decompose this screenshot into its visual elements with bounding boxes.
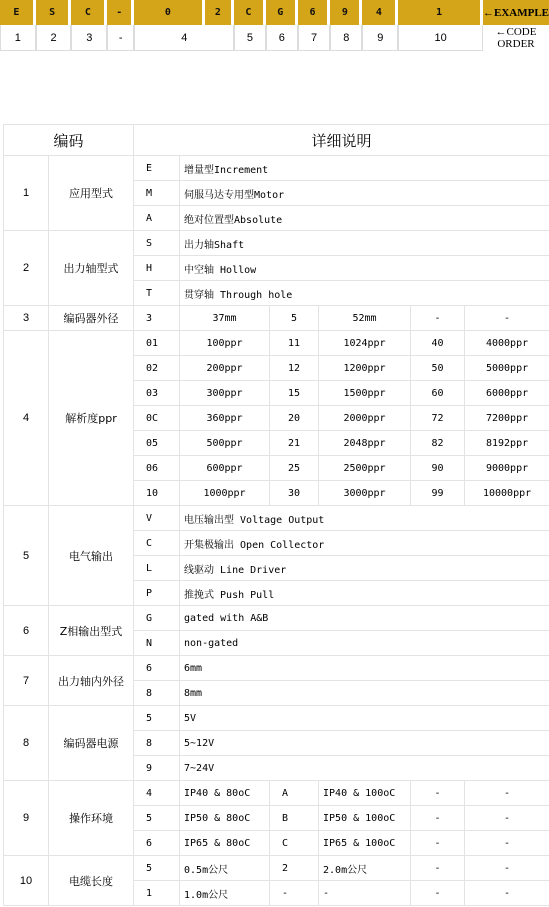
- option-code: C: [134, 531, 180, 556]
- table-row: [4, 506, 549, 531]
- option-description: 中空轴 Hollow: [180, 256, 549, 281]
- option-code: 5: [270, 306, 319, 331]
- option-description: gated with A&B: [180, 606, 549, 631]
- option-code: 5: [134, 856, 180, 881]
- section-number: 8: [4, 706, 49, 781]
- example-code-cell: 0: [134, 0, 204, 25]
- section-number: 7: [4, 656, 49, 706]
- option-value: 1024ppr: [319, 331, 411, 356]
- option-code: S: [134, 231, 180, 256]
- option-code: A: [134, 206, 180, 231]
- option-code: L: [134, 556, 180, 581]
- option-code: M: [134, 181, 180, 206]
- option-code: -: [411, 806, 465, 831]
- code-order-cell: 8: [330, 25, 362, 51]
- table-row: [4, 306, 549, 331]
- option-value: -: [465, 781, 549, 806]
- code-order-cell: 10: [398, 25, 483, 51]
- option-value: 100ppr: [180, 331, 270, 356]
- section-name: 电气输出: [49, 506, 134, 606]
- code-order-label-text: CODE ORDER: [497, 26, 537, 50]
- option-value: -: [465, 881, 549, 906]
- example-label-text: EXAMPLE: [494, 6, 549, 19]
- option-value: 360ppr: [180, 406, 270, 431]
- option-value: 500ppr: [180, 431, 270, 456]
- option-description: 出力轴Shaft: [180, 231, 549, 256]
- section-name: 出力轴内外径: [49, 656, 134, 706]
- section-number: 2: [4, 231, 49, 306]
- option-code: 8: [134, 681, 180, 706]
- option-code: 82: [411, 431, 465, 456]
- example-code-cell: G: [266, 0, 298, 25]
- option-value: 200ppr: [180, 356, 270, 381]
- option-code: -: [411, 831, 465, 856]
- option-description: 伺服马达专用型Motor: [180, 181, 549, 206]
- option-code: 6: [134, 831, 180, 856]
- option-code: 5: [134, 706, 180, 731]
- option-code: B: [270, 806, 319, 831]
- option-value: 5000ppr: [465, 356, 549, 381]
- header-code: 编码: [4, 125, 134, 156]
- option-code: 03: [134, 381, 180, 406]
- example-code-cell: S: [36, 0, 72, 25]
- arrow-left-icon: ←: [495, 26, 507, 38]
- option-code: 06: [134, 456, 180, 481]
- option-code: 6: [134, 656, 180, 681]
- option-description: 贯穿轴 Through hole: [180, 281, 549, 306]
- option-code: 40: [411, 331, 465, 356]
- option-code: E: [134, 156, 180, 181]
- section-name: 操作环境: [49, 781, 134, 856]
- option-description: 线驱动 Line Driver: [180, 556, 549, 581]
- option-value: 10000ppr: [465, 481, 549, 506]
- example-code-row: [0, 0, 549, 25]
- option-description: 8mm: [180, 681, 549, 706]
- option-value: 37mm: [180, 306, 270, 331]
- option-description: 绝对位置型Absolute: [180, 206, 549, 231]
- option-code: 21: [270, 431, 319, 456]
- code-order-row: [0, 25, 549, 51]
- table-row: [4, 781, 549, 806]
- example-code-cell: 9: [330, 0, 362, 25]
- table-row: [4, 331, 549, 356]
- example-code-cell: E: [0, 0, 36, 25]
- option-code: -: [270, 881, 319, 906]
- arrow-left-icon: ←: [483, 6, 494, 19]
- option-code: -: [411, 856, 465, 881]
- option-code: -: [411, 306, 465, 331]
- example-code-cell: C: [234, 0, 265, 25]
- option-description: 7~24V: [180, 756, 549, 781]
- section-name: 解析度ppr: [49, 331, 134, 506]
- option-code: 02: [134, 356, 180, 381]
- option-value: IP40 & 80oC: [180, 781, 270, 806]
- option-value: 0.5m公尺: [180, 856, 270, 881]
- example-code-cell: 6: [298, 0, 330, 25]
- option-code: 2: [270, 856, 319, 881]
- encoder-spec-table: [3, 124, 549, 906]
- option-value: 2.0m公尺: [319, 856, 411, 881]
- example-code-cell: -: [107, 0, 134, 25]
- option-code: 20: [270, 406, 319, 431]
- option-code: C: [270, 831, 319, 856]
- option-code: 99: [411, 481, 465, 506]
- option-value: 7200ppr: [465, 406, 549, 431]
- option-code: H: [134, 256, 180, 281]
- table-row: [4, 706, 549, 731]
- option-value: -: [465, 306, 549, 331]
- option-description: 5V: [180, 706, 549, 731]
- option-code: 12: [270, 356, 319, 381]
- option-value: 8192ppr: [465, 431, 549, 456]
- option-description: 5~12V: [180, 731, 549, 756]
- option-value: 1.0m公尺: [180, 881, 270, 906]
- example-code-cell: 1: [398, 0, 483, 25]
- option-code: -: [411, 781, 465, 806]
- example-code-table: [0, 0, 549, 51]
- option-value: 1000ppr: [180, 481, 270, 506]
- option-value: 300ppr: [180, 381, 270, 406]
- option-code: 9: [134, 756, 180, 781]
- section-number: 6: [4, 606, 49, 656]
- option-value: 2000ppr: [319, 406, 411, 431]
- section-number: 10: [4, 856, 49, 906]
- option-code: 5: [134, 806, 180, 831]
- table-row: [4, 156, 549, 181]
- code-order-cell: 3: [71, 25, 107, 51]
- code-order-cell: 7: [298, 25, 330, 51]
- option-value: -: [465, 806, 549, 831]
- option-description: 开集极输出 Open Collector: [180, 531, 549, 556]
- option-code: 4: [134, 781, 180, 806]
- section-name: 电缆长度: [49, 856, 134, 906]
- code-order-cell: 6: [266, 25, 298, 51]
- example-label: [483, 0, 549, 25]
- option-value: 3000ppr: [319, 481, 411, 506]
- section-number: 9: [4, 781, 49, 856]
- section-number: 3: [4, 306, 49, 331]
- section-name: 编码器电源: [49, 706, 134, 781]
- option-description: 增量型Increment: [180, 156, 549, 181]
- option-code: 05: [134, 431, 180, 456]
- option-code: 15: [270, 381, 319, 406]
- option-code: 0C: [134, 406, 180, 431]
- option-code: 25: [270, 456, 319, 481]
- option-description: 6mm: [180, 656, 549, 681]
- option-value: 9000ppr: [465, 456, 549, 481]
- option-code: 30: [270, 481, 319, 506]
- option-code: A: [270, 781, 319, 806]
- option-code: 11: [270, 331, 319, 356]
- table-row: [4, 606, 549, 631]
- option-value: 1200ppr: [319, 356, 411, 381]
- option-description: 推挽式 Push Pull: [180, 581, 549, 606]
- option-value: 2500ppr: [319, 456, 411, 481]
- option-value: -: [465, 831, 549, 856]
- option-code: 90: [411, 456, 465, 481]
- option-code: N: [134, 631, 180, 656]
- option-value: -: [465, 856, 549, 881]
- option-value: 6000ppr: [465, 381, 549, 406]
- option-code: 3: [134, 306, 180, 331]
- section-number: 5: [4, 506, 49, 606]
- table-row: [4, 656, 549, 681]
- option-code: 72: [411, 406, 465, 431]
- option-code: -: [411, 881, 465, 906]
- option-code: P: [134, 581, 180, 606]
- option-code: G: [134, 606, 180, 631]
- option-description: non-gated: [180, 631, 549, 656]
- option-value: 1500ppr: [319, 381, 411, 406]
- option-value: IP40 & 100oC: [319, 781, 411, 806]
- option-value: 4000ppr: [465, 331, 549, 356]
- option-code: 1: [134, 881, 180, 906]
- option-value: 2048ppr: [319, 431, 411, 456]
- section-name: 出力轴型式: [49, 231, 134, 306]
- code-order-cell: 2: [36, 25, 72, 51]
- example-code-cell: 4: [362, 0, 398, 25]
- option-description: 电压输出型 Voltage Output: [180, 506, 549, 531]
- option-code: 01: [134, 331, 180, 356]
- code-order-cell: 5: [234, 25, 265, 51]
- option-code: 60: [411, 381, 465, 406]
- example-code-cell: 2: [205, 0, 235, 25]
- section-name: 应用型式: [49, 156, 134, 231]
- code-order-cell: 9: [362, 25, 398, 51]
- option-value: -: [319, 881, 411, 906]
- code-order-cell: 4: [134, 25, 234, 51]
- option-value: 52mm: [319, 306, 411, 331]
- option-value: IP65 & 100oC: [319, 831, 411, 856]
- option-code: V: [134, 506, 180, 531]
- option-value: IP65 & 80oC: [180, 831, 270, 856]
- table-header-row: [4, 125, 549, 156]
- table-row: [4, 231, 549, 256]
- section-number: 1: [4, 156, 49, 231]
- section-number: 4: [4, 331, 49, 506]
- table-row: [4, 856, 549, 881]
- option-code: T: [134, 281, 180, 306]
- option-code: 10: [134, 481, 180, 506]
- code-order-cell: -: [107, 25, 134, 51]
- code-order-label: [483, 25, 549, 51]
- section-name: Z相输出型式: [49, 606, 134, 656]
- section-name: 编码器外径: [49, 306, 134, 331]
- option-value: IP50 & 100oC: [319, 806, 411, 831]
- option-value: 600ppr: [180, 456, 270, 481]
- option-value: IP50 & 80oC: [180, 806, 270, 831]
- option-code: 8: [134, 731, 180, 756]
- example-code-cell: C: [71, 0, 107, 25]
- code-order-cell: 1: [0, 25, 36, 51]
- option-code: 50: [411, 356, 465, 381]
- header-detail: 详细说明: [134, 125, 549, 156]
